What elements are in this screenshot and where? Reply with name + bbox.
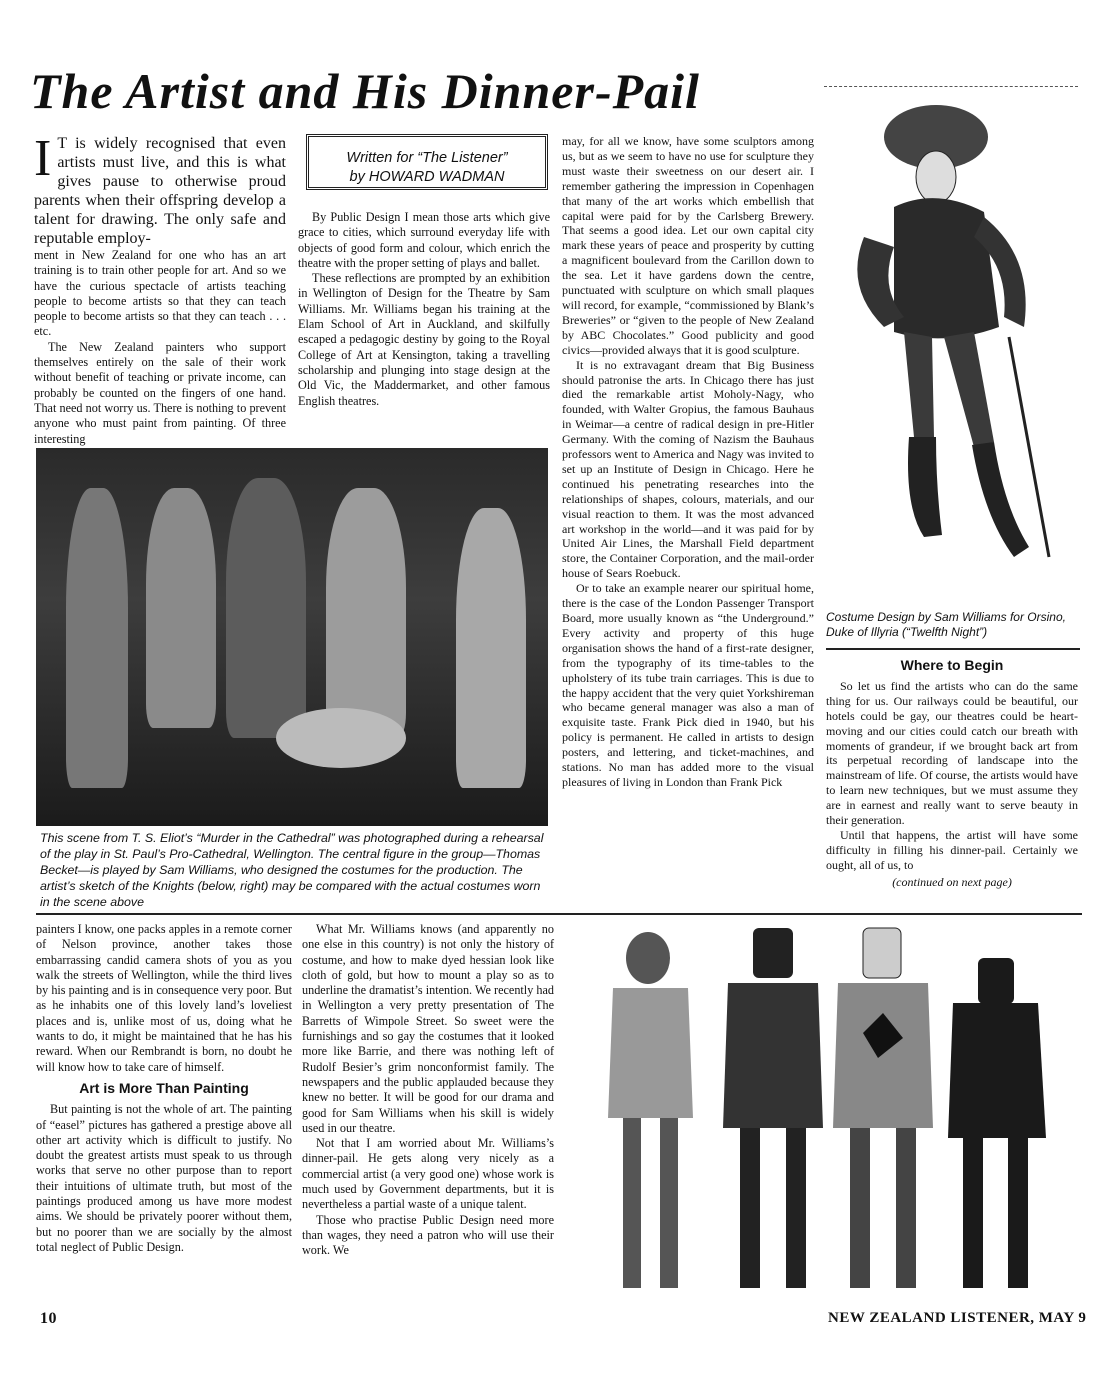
body-paragraph: These reflections are prompted by an exhibition in Wellington of Design for the Theatre by Sam Williams. Mr. Williams began his training at the Elam School of Art in Auckland, and skilfully escaped a pedagogic destiny by going to the Royal College of Art at Kensington, taking a travelling scholarship and plunging into stage design at the Old Vic, the Maddermarket, and other famous English theatres. — [298, 271, 550, 408]
photo-caption: This scene from T. S. Eliot’s “Murder in the Cathedral” was photographed during a rehearsal of the play in St. Paul’s Pro-Cathedral, Wellington. The central figure in the group—Thomas Becket—is played by Sam Williams, who designed the costumes for the production. The artist’s sketch of the Knights (below, right) may be compared with the actual costumes worn in the scene above — [40, 831, 544, 909]
page-number: 10 — [40, 1310, 57, 1327]
divider — [826, 648, 1080, 650]
article-title: The Artist and His Dinner-Pail — [30, 63, 700, 119]
photo-caption-wrap — [40, 830, 548, 910]
subhead-art-more-than-painting: Art is More Than Painting — [79, 1079, 249, 1096]
orsino-caption: Costume Design by Sam Williams for Orsino, Duke of Illyria (“Twelfth Night”) — [826, 610, 1066, 639]
lower-column-1 — [36, 922, 292, 1255]
knight-figure — [833, 928, 933, 1288]
divider — [36, 913, 1082, 915]
knights-costume-sketch — [568, 918, 1080, 1306]
orsino-figure-illustration — [824, 87, 1078, 607]
photo-figure-becket — [226, 478, 306, 738]
knight-figure — [608, 932, 693, 1288]
photo-figure — [326, 488, 406, 738]
photo-figure — [146, 488, 216, 728]
continued-note: (continued on next page) — [892, 874, 1012, 889]
body-paragraph: It is no extravagant dream that Big Business should patronise the arts. In Chicago there has just died the remarkable artist Moholy-Nagy, who founded, with Walter Gropius, the famous Bauhaus in Weimar—a centre of radical design in pre-Hitler Germany. With the coming of Nazism the Bauhaus professors went to America and Nagy was invited to set up an Institute of Design in Chicago. Here he continued his penetrating researches into the relationships of shapes, colours, materials, and our visual reaction to them. It was the most advanced art workshop in the world—and it was paid for by United Air Lines, the Marshall Field department store, the Container Corporation, and the mail-order house of Sears Roebuck. — [562, 357, 814, 581]
body-paragraph: So let us find the artists who can do the same thing for us. Our railways could be beautiful, our hotels could be gay, our theatres could be heart-moving and our cities could catch our breath with moments of grandeur, if we brought back art from its perpetual recording of landscape into the mainstream of life. Of course, the artists would have to learn new techniques, but we must assume they are in earnest and really want to serve beauty in their generation. — [826, 678, 1078, 828]
body-paragraph: But painting is not the whole of art. The painting of “easel” pictures has gathered a prestige above all other art activity which is difficult to justify. No doubt the greatest artists must speak to us through works that serve no other purpose than to report their intuitions of ultimate truth, but most of the paintings produced among us have more modest aims. We should be privately poorer without them, but no poorer than we are socially by the almost total neglect of Public Design. — [36, 1102, 292, 1254]
photo-figure — [456, 508, 526, 788]
body-paragraph: Not that I am worried about Mr. Williams’s dinner-pail. He gets along very nicely as a commercial artist (a very good one) whose work is much used by Government departments, but it is nevertheless a partial waste of a unique talent. — [302, 1136, 554, 1212]
lead-paragraph: T is widely recognised that even artists must live, and this is what gives pause to otherwise proud parents when their offspring develop a talent for drawing. The only safe and reputable employ- — [34, 135, 286, 247]
body-paragraph: Or to take an example nearer our spiritual home, there is the case of the London Passenger Transport Board, more usually known as “the Underground.” Every activity and property of this huge organisation shows the hand of a first-rate designer, from the typography of its time-tables to the upholstery of its tube train carriages. This is due to the happy accident that the very quiet Yorkshireman who became general manager was also a man of exquisite taste. Frank Pick died in 1940, but his policy is permanent. He called in artists to design posters, and lettering, and ticket-machines, and stations. No man has added more to the visual pleasures of living in London than Frank Pick — [562, 581, 814, 789]
drop-cap: I — [34, 130, 52, 187]
photo-fallen-figure — [276, 708, 406, 768]
body-paragraph: What Mr. Williams knows (and apparently no one else in this country) is not only the history of costume, and how to make dyed hessian look like cloth of gold, but how to mount a play so as to underline the dramatist’s intention. We recently had in Wellington a very pretty presentation of The Barretts of Wimpole Street. So sweet were the furnishings and so gay the costumes that it looked more like Barrie, and there was nothing left of Rudolf Besier’s grim nonconformist family. The newspapers and the public applauded because they knew no better. It will be good for our drama and good for Sam Williams when his skill is widely used in our theatre. — [302, 922, 554, 1135]
publication-footer: NEW ZEALAND LISTENER, MAY 9 — [828, 1310, 1087, 1326]
body-paragraph: may, for all we know, have some sculptors among us, but as we seem to have no use for sculpture they must waste their sweetness on our desert air. I remember gathering the impression in Copenhagen that many of the art works which embellish that capital were paid for by the Carlsberg Brewery. That seems a good idea. Let our own capital city mark these years of peace and prosperity by cutting a magnificent boulevard from the Carillon down to the sea. Let it have gardens down the centre, punctuated with sculpture on which small plaques will record, for example, “commissioned by Blank’s Breweries” or “given to the people of New Zealand by ABC Chocolates.” Good publicity and good civics—provided always that it is good sculpture. — [562, 134, 814, 357]
orsino-caption-wrap — [826, 610, 1080, 640]
column-4 — [826, 652, 1078, 890]
body-paragraph: Until that happens, the artist will have some difficulty in filling his dinner-pail. Certainly we ought, all of us, to — [826, 827, 1078, 872]
knights-illustration — [568, 918, 1080, 1306]
body-paragraph: By Public Design I mean those arts which give grace to cities, which surround everyday life with objects of good form and colour, which enrich the theatre with the proper setting of plays and ballet. — [298, 210, 550, 270]
byline-written-for: Written for “The Listener” — [346, 150, 508, 166]
column-2 — [298, 210, 550, 409]
body-paragraph: ment in New Zealand for one who has an art training is to train other people for art. And so we have the curious spectacle of artists teaching people to become artists so that they can teach people to become artists so that they can teach . . . etc. — [34, 248, 286, 339]
subhead-where-to-begin: Where to Begin — [900, 657, 1004, 673]
rehearsal-photograph — [36, 448, 548, 826]
byline-author: by HOWARD WADMAN — [349, 169, 505, 185]
photo-figure — [66, 488, 128, 788]
body-paragraph: The New Zealand painters who support themselves entirely on the sale of their work without benefit of teaching or private income, can probably be counted on the fingers of one hand. That need not worry us. There is nothing to prevent anyone who must paint from painting. Of three interesting — [34, 339, 286, 446]
body-paragraph: Those who practise Public Design need more than wages, they need a patron who will use their work. We — [302, 1212, 554, 1258]
byline-box — [306, 134, 548, 190]
knight-figure — [948, 958, 1046, 1288]
lower-column-2 — [302, 922, 554, 1259]
column-3 — [562, 134, 814, 790]
body-paragraph: painters I know, one packs apples in a remote corner of Nelson province, another takes those embarrassing candid camera shots of you as you walk the streets of Wellington, while the third lives by his painting and is in consequence very poor. But as he inhabits one of this lovely land’s loveliest places and is, unlike most of us, doing what he wants to do, it might be maintained that he has his reward. When our Rembrandt is born, no doubt he will know how to take care of himself. — [36, 922, 292, 1074]
orsino-costume-sketch — [824, 86, 1078, 607]
knight-figure — [723, 928, 823, 1288]
column-1 — [34, 130, 286, 447]
